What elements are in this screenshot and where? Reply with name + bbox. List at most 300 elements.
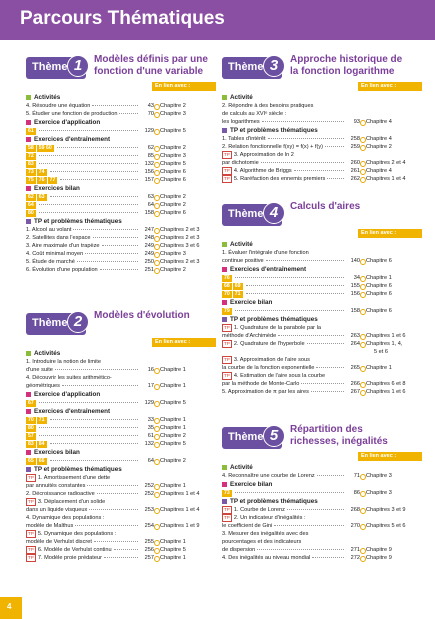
leader-dots (89, 509, 138, 510)
item-label: 5. Étude de marché (26, 259, 75, 265)
list-item (26, 266, 216, 274)
tp-icon: TP (28, 547, 34, 552)
item-link: Chapitre 4 (360, 118, 422, 126)
exercise-number-tag: 76 (224, 274, 230, 281)
exercise-number-tag: 59 60 (38, 144, 52, 151)
item-link: Chapitre 3 (154, 152, 216, 160)
list-item (222, 489, 422, 497)
leader-dots (39, 163, 138, 164)
leader-dots (327, 178, 344, 179)
en-lien-label: En lien avec : (152, 338, 216, 347)
item-label: 1. Courbe de Lorenz (233, 507, 285, 513)
item-page: 256 (144, 547, 154, 553)
item-link (360, 102, 422, 110)
exercise-number-tag: 71 (234, 290, 241, 297)
list-item (222, 167, 422, 175)
theme-2-section (26, 310, 216, 562)
item-text (222, 274, 346, 282)
exercise-number-tag: 77 (49, 176, 56, 183)
item-text (26, 242, 140, 250)
item-label: méthode d'Archimède (222, 333, 277, 339)
en-lien-label: En lien avec : (152, 82, 216, 91)
item-text (222, 554, 346, 562)
list-item (26, 416, 216, 424)
item-page: 266 (350, 381, 360, 387)
item-page: 247 (144, 227, 154, 233)
item-page (346, 356, 360, 364)
leader-dots (75, 525, 138, 526)
theme-title (290, 54, 402, 78)
item-text (26, 201, 140, 209)
leader-dots (39, 427, 138, 428)
tp-icon: TP (224, 507, 230, 512)
item-text (26, 110, 140, 118)
exercise-number-tag: 75 (28, 176, 34, 183)
item-text (26, 366, 140, 374)
theme-word: Thème (228, 208, 264, 220)
theme-1-section (26, 54, 216, 274)
item-text (222, 538, 346, 546)
exercise-number-tag: 72 (28, 152, 34, 159)
leader-dots (50, 443, 138, 444)
theme-number: 5 (263, 425, 285, 447)
item-text (222, 290, 346, 298)
category-heading (26, 465, 216, 474)
item-text (222, 506, 346, 514)
item-link: Chapitre 3 (360, 489, 422, 497)
item-text (26, 498, 140, 506)
list-item (222, 257, 422, 265)
category-marker (26, 450, 31, 455)
category-heading (222, 315, 422, 324)
item-link: Chapitres 3 et 9 (360, 506, 422, 514)
list-item (26, 457, 216, 465)
en-lien-label: En lien avec : (358, 82, 422, 91)
exercise-number-tag: 73 (28, 168, 34, 175)
item-text (26, 168, 140, 176)
item-label: la courbe de la fonction exponentielle (222, 365, 315, 371)
item-text (222, 364, 346, 372)
list-item (222, 307, 422, 315)
leader-dots (85, 253, 138, 254)
exercise-number-tag: 80 (28, 424, 34, 431)
theme-title-line: Répartition des (290, 424, 363, 435)
item-text (222, 380, 346, 388)
category-label: TP et problèmes thématiques (230, 498, 318, 505)
item-link: Chapitre 6 (360, 257, 422, 265)
item-page (346, 538, 360, 546)
item-page: 86 (353, 490, 360, 496)
item-text (26, 432, 140, 440)
item-link (360, 249, 422, 257)
item-label: 4. Découvrir les suites arithmético- (26, 375, 112, 381)
item-page: 251 (144, 267, 154, 273)
theme-badge (26, 57, 86, 79)
item-link: Chapitre 4 (360, 135, 422, 143)
item-link: Chapitre 2 (154, 266, 216, 274)
theme-body (222, 463, 422, 562)
tp-icon: TP (28, 475, 34, 480)
category-marker (222, 242, 227, 247)
item-page: 268 (350, 507, 360, 513)
item-text (222, 151, 346, 159)
item-link: Chapitres 1 et 6 (360, 388, 422, 396)
item-label: 1. Évaluer l'intégrale d'une fonction (222, 250, 309, 256)
item-link: Chapitres 1 et 4 (360, 175, 422, 183)
list-item (222, 102, 422, 110)
item-link: Chapitre 5 (154, 399, 216, 407)
item-link: 5 et 6 (374, 349, 388, 355)
item-link: Chapitre 1 (154, 382, 216, 390)
leader-dots (50, 196, 138, 197)
exercise-number-tag: 65 (28, 457, 34, 464)
item-link: Chapitre 6 (360, 290, 422, 298)
leader-dots (39, 402, 138, 403)
item-link: Chapitre 1 (154, 424, 216, 432)
item-label: par annuités constantes (26, 483, 86, 489)
list-item (222, 522, 422, 530)
tp-icon: TP (28, 531, 34, 536)
item-page: 252 (144, 491, 154, 497)
item-text (26, 482, 140, 490)
leader-dots (57, 147, 138, 148)
category-marker (222, 317, 227, 322)
item-page: 253 (144, 507, 154, 513)
item-link: Chapitre 6 (154, 209, 216, 217)
item-label: 2. Quadrature de l'hyperbole (233, 341, 305, 347)
leader-dots (301, 383, 344, 384)
theme-header (26, 310, 216, 340)
item-text (222, 388, 346, 396)
item-text (26, 440, 140, 448)
item-page: 64 (147, 458, 154, 464)
category-marker (222, 128, 227, 133)
list-item (26, 538, 216, 546)
exercise-number-tag: 83 (28, 160, 34, 167)
list-item (222, 356, 422, 364)
category-marker (26, 351, 31, 356)
item-text (222, 159, 346, 167)
list-item (26, 498, 216, 506)
item-label: 1. Introduire la notion de limite (26, 359, 101, 365)
list-item (26, 506, 216, 514)
item-label: pourcentages et des indicateurs (222, 539, 302, 545)
item-text (26, 399, 140, 407)
theme-word: Thème (228, 61, 264, 73)
item-link: Chapitre 1 (154, 366, 216, 374)
item-page: 158 (350, 308, 360, 314)
category-heading (26, 184, 216, 193)
category-heading (222, 93, 422, 102)
item-text (222, 546, 346, 554)
item-text (222, 282, 346, 290)
item-page (140, 374, 154, 382)
leader-dots (92, 105, 138, 106)
item-page: 249 (144, 243, 154, 249)
list-item (222, 274, 422, 282)
item-page: 255 (144, 539, 154, 545)
item-page (346, 102, 360, 110)
leader-dots (39, 212, 138, 213)
tp-icon: TP (224, 168, 230, 173)
item-label: 7. Modèle proie prédateur (37, 555, 102, 561)
item-page: 265 (350, 365, 360, 371)
page-header (0, 0, 435, 40)
item-link: Chapitre 2 (154, 144, 216, 152)
tp-icon: TP (224, 341, 230, 346)
exercise-number-tag: 73 (224, 489, 230, 496)
item-link: Chapitre 9 (360, 554, 422, 562)
item-link (360, 538, 422, 546)
category-marker (26, 120, 31, 125)
item-text (26, 250, 140, 258)
item-text (26, 374, 140, 382)
item-text (26, 127, 140, 135)
item-label: 2. Répondre à des besoins pratiques (222, 103, 314, 109)
leader-dots (97, 493, 138, 494)
item-page: 85 (147, 153, 154, 159)
item-link: Chapitre 5 (154, 440, 216, 448)
item-link: Chapitres 2 et 3 (154, 226, 216, 234)
item-page: 156 (144, 169, 154, 175)
item-page (140, 474, 154, 482)
item-link: Chapitres 2 et 3 (154, 258, 216, 266)
list-item (26, 358, 216, 366)
leader-dots (311, 391, 344, 392)
list-item (26, 440, 216, 448)
theme-3-section (222, 54, 422, 183)
item-link: Chapitres 1 et 9 (154, 522, 216, 530)
leader-dots (287, 509, 344, 510)
item-label: géométriques (26, 383, 60, 389)
item-link: Chapitres 1 et 6 (360, 332, 422, 340)
exercise-number-tag: 61 (28, 127, 34, 134)
leader-dots (50, 171, 138, 172)
leader-dots (312, 557, 344, 558)
leader-dots (317, 475, 344, 476)
theme-title-line: Calculs d'aires (290, 201, 361, 212)
item-text (222, 110, 346, 118)
item-page: 270 (350, 523, 360, 529)
list-item (222, 118, 422, 126)
item-text (26, 382, 140, 390)
item-label: 5. Raréfaction des ennemis premiers (233, 176, 326, 182)
category-heading (222, 126, 422, 135)
theme-title (290, 424, 388, 448)
en-lien-label: En lien avec : (358, 229, 422, 238)
exercise-number-tag: 80 (28, 209, 34, 216)
exercise-number-tag: 70 (28, 416, 34, 423)
leader-dots (307, 343, 344, 344)
item-page (140, 514, 154, 522)
item-link: Chapitres 1 et 4 (154, 490, 216, 498)
item-page: 267 (350, 389, 360, 395)
theme-word: Thème (32, 61, 68, 73)
list-item (26, 546, 216, 554)
category-marker (26, 95, 31, 100)
item-text (222, 340, 346, 348)
theme-badge (222, 427, 282, 449)
list-item (222, 175, 422, 183)
category-label: Exercices d'entraînement (34, 136, 111, 143)
item-text (26, 266, 140, 274)
theme-header (222, 201, 422, 231)
item-link (360, 356, 422, 364)
tp-icon: TP (224, 325, 230, 330)
leader-dots (246, 293, 344, 294)
item-text (222, 332, 346, 340)
exercise-number-tag: 64 (28, 201, 34, 208)
list-item (26, 209, 216, 217)
category-heading (26, 349, 216, 358)
item-link: Chapitre 1 (154, 538, 216, 546)
list-item (26, 514, 216, 522)
item-text (222, 472, 346, 480)
list-item (26, 258, 216, 266)
theme-header (222, 424, 422, 454)
category-marker (222, 267, 227, 272)
theme-header (26, 54, 216, 84)
exercise-number-tag: 71 (38, 416, 45, 423)
list-item (26, 530, 216, 538)
leader-dots (39, 204, 138, 205)
item-link: Chapitres 6 et 8 (360, 380, 422, 388)
list-item (26, 522, 216, 530)
item-label: 3. Aire maximale d'un trapèze (26, 243, 100, 249)
theme-number: 2 (67, 311, 89, 333)
leader-dots (235, 492, 344, 493)
theme-number: 1 (67, 55, 89, 77)
item-text (222, 372, 346, 380)
item-label: 2. Satellites dans l'espace (26, 235, 91, 241)
item-link: Chapitre 2 (154, 193, 216, 201)
item-page: 93 (353, 119, 360, 125)
item-link: Chapitre 1 (154, 554, 216, 562)
exercise-number-tag: 70 (224, 290, 230, 297)
item-page (140, 530, 154, 538)
list-item (222, 388, 422, 396)
item-page: 249 (144, 251, 154, 257)
list-item (222, 282, 422, 290)
theme-title-line: richesses, inégalités (290, 436, 388, 447)
item-page: 33 (147, 417, 154, 423)
item-link: Chapitres 2 et 4 (360, 159, 422, 167)
item-page (346, 348, 360, 356)
page-title: Parcours Thématiques (20, 8, 225, 29)
item-page: 140 (350, 258, 360, 264)
exercise-number-tag: 79 (224, 307, 230, 314)
leader-dots (55, 369, 138, 370)
category-label: TP et problèmes thématiques (34, 218, 122, 225)
item-text (222, 167, 346, 175)
item-label: par la méthode de Monte-Carlo (222, 381, 300, 387)
category-heading (26, 135, 216, 144)
item-label: dans un liquide visqueux (26, 507, 88, 513)
tp-icon: TP (28, 499, 34, 504)
list-item (222, 143, 422, 151)
leader-dots (39, 155, 138, 156)
item-label: 6. Modèle de Verhulst continu (37, 547, 112, 553)
category-marker (26, 219, 31, 224)
list-item (26, 234, 216, 242)
category-marker (26, 392, 31, 397)
item-text (26, 209, 140, 217)
leader-dots (246, 285, 344, 286)
category-heading (222, 463, 422, 472)
category-label: Exercice bilan (230, 299, 273, 306)
item-page: 157 (144, 177, 154, 183)
item-label: 2. Un indicateur d'inégalités : (233, 515, 306, 521)
category-label: Exercice d'application (34, 119, 101, 126)
item-link: Chapitre 2 (154, 201, 216, 209)
item-text (222, 257, 346, 265)
theme-title-line: fonction d'une variable (94, 66, 204, 77)
item-link: Chapitre 1 (360, 274, 422, 282)
category-label: TP et problèmes thématiques (230, 316, 318, 323)
leader-dots (316, 367, 344, 368)
list-item (26, 201, 216, 209)
page-number: 4 (7, 602, 12, 611)
item-text (26, 258, 140, 266)
item-link: Chapitres 5 et 6 (360, 522, 422, 530)
category-label: Exercice bilan (230, 481, 273, 488)
item-page: 262 (350, 176, 360, 182)
item-page (346, 110, 360, 118)
list-item (222, 514, 422, 522)
list-item (222, 249, 422, 257)
theme-title-line: Approche historique de (290, 54, 403, 65)
theme-header (222, 54, 422, 84)
category-marker (222, 499, 227, 504)
exercise-number-tag: 68 (224, 282, 230, 289)
item-label: 4. Des inégalités au niveau mondial (222, 555, 311, 561)
item-page (346, 151, 360, 159)
list-item (26, 152, 216, 160)
theme-title (94, 54, 208, 78)
leader-dots (268, 138, 344, 139)
list-item (26, 102, 216, 110)
en-lien-label: En lien avec : (358, 452, 422, 461)
category-heading (26, 118, 216, 127)
item-label: 3. Mesurer des inégalités avec des (222, 531, 309, 537)
item-page: 129 (144, 128, 154, 134)
item-link: Chapitres 2 et 3 (154, 234, 216, 242)
item-label: 4. Reconnaître une courbe de Lorenz (222, 473, 315, 479)
list-item (26, 474, 216, 482)
list-item (26, 250, 216, 258)
item-label: les logarithmes (222, 119, 260, 125)
list-item (222, 290, 422, 298)
list-item (26, 110, 216, 118)
item-page: 16 (147, 367, 154, 373)
item-label: 1. Amortissement d'une dette (37, 475, 111, 481)
item-text (222, 118, 346, 126)
item-page: 155 (350, 283, 360, 289)
item-text (26, 424, 140, 432)
list-item (26, 226, 216, 234)
category-marker (26, 409, 31, 414)
leader-dots (114, 549, 138, 550)
item-text (222, 135, 346, 143)
item-page: 132 (144, 161, 154, 167)
list-item (26, 490, 216, 498)
leader-dots (100, 269, 138, 270)
theme-4-section (222, 201, 422, 396)
leader-dots (50, 419, 138, 420)
item-text (222, 530, 346, 538)
item-text (26, 160, 140, 168)
item-label: de calculs au XVIᵉ siècle : (222, 111, 287, 117)
